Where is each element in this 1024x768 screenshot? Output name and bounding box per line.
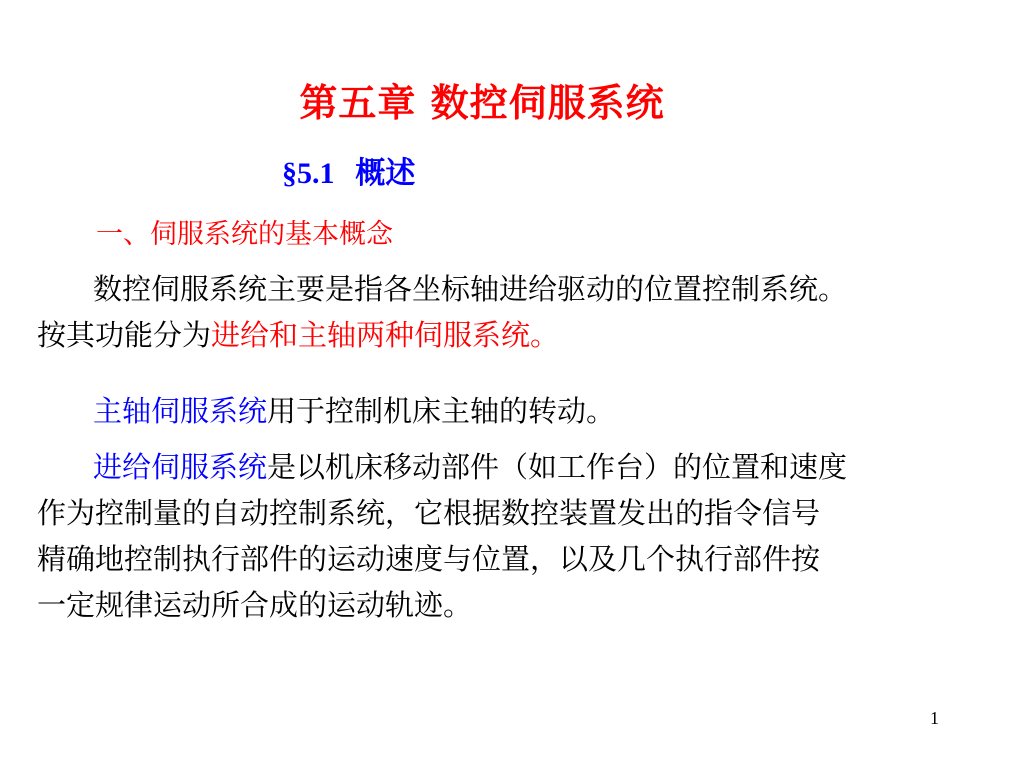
paragraph-line: 精确地控制执行部件的运动速度与位置，以及几个执行部件按 [37,542,821,576]
term-spindle-servo: 主轴伺服系统 [93,394,268,428]
plain-text: 用于控制机床主轴的转动。 [267,394,616,428]
paragraph-line: 作为控制量的自动控制系统，它根据数控装置发出的指令信号 [37,496,821,530]
section-label: 概述 [355,156,416,191]
plain-text: 是以机床移动部件（如工作台）的位置和速度 [267,450,848,484]
paragraph-spindle [37,388,987,434]
paragraph-feed [37,444,987,628]
term-feed-servo: 进给伺服系统 [93,450,268,484]
paragraph-line [37,312,987,358]
paragraph-definition [37,266,987,358]
paragraph-line: 一定规律运动所合成的运动轨迹。 [37,588,473,622]
page-number: 1 [930,708,939,728]
section-number: §5.1 [282,157,335,190]
paragraph-line [37,444,987,490]
chapter-title: 第五章 数控伺服系统 [299,81,665,125]
plain-text: 按其功能分为 [37,318,212,352]
paragraph-line [37,388,987,434]
section-heading [282,148,415,192]
paragraph-line: 数控伺服系统主要是指各坐标轴进给驱动的位置控制系统。 [93,272,848,306]
subheading: 一、伺服系统的基本概念 [96,219,393,250]
highlight-text: 进给和主轴两种伺服系统。 [211,318,560,352]
